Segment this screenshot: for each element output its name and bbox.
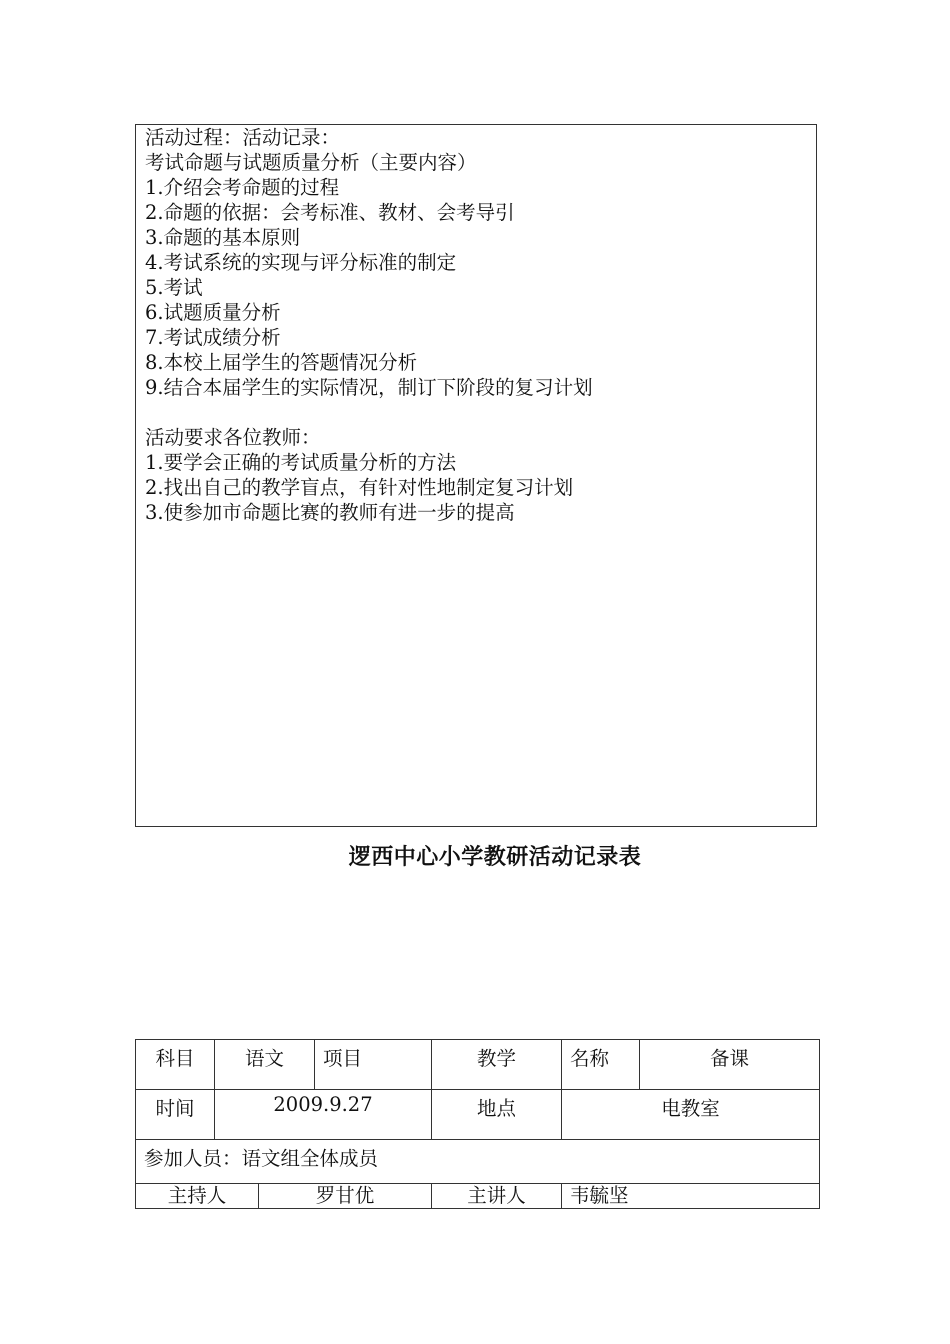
record-line: 5.考试 (145, 276, 203, 299)
subject-value: 语文 (215, 1040, 315, 1090)
item-label: 项目 (315, 1040, 432, 1090)
subject-label: 科目 (136, 1040, 215, 1090)
requirement-line: 2.找出自己的教学盲点，有针对性地制定复习计划 (145, 476, 574, 499)
participants: 参加人员：语文组全体成员 (136, 1140, 820, 1184)
speaker-label: 主讲人 (432, 1184, 562, 1209)
record-line: 9.结合本届学生的实际情况，制订下阶段的复习计划 (145, 376, 593, 399)
requirement-line: 1.要学会正确的考试质量分析的方法 (145, 451, 457, 474)
info-table (135, 1039, 820, 1209)
item-value: 教学 (432, 1040, 562, 1090)
requirement-line: 3.使参加市命题比赛的教师有进一步的提高 (145, 501, 515, 524)
host-value: 罗甘优 (259, 1184, 432, 1209)
record-line: 考试命题与试题质量分析（主要内容） (145, 151, 477, 174)
name-value: 备课 (640, 1040, 820, 1090)
table-row (136, 1140, 820, 1184)
table-row (136, 1040, 820, 1090)
host-label: 主持人 (136, 1184, 259, 1209)
record-line: 2.命题的依据：会考标准、教材、会考导引 (145, 201, 515, 224)
record-line: 8.本校上届学生的答题情况分析 (145, 351, 418, 374)
record-lines (145, 125, 810, 525)
record-line: 3.命题的基本原则 (145, 226, 301, 249)
requirement-line: 活动要求各位教师： (145, 426, 321, 449)
table-row (136, 1184, 820, 1209)
page-title: 逻西中心小学教研活动记录表 (348, 845, 642, 870)
place-value: 电教室 (562, 1090, 820, 1140)
record-line: 4.考试系统的实现与评分标准的制定 (145, 251, 457, 274)
name-label: 名称 (562, 1040, 640, 1090)
record-line: 1.介绍会考命题的过程 (145, 176, 340, 199)
record-line: 6.试题质量分析 (145, 301, 281, 324)
place-label: 地点 (432, 1090, 562, 1140)
record-line: 活动过程：活动记录： (145, 126, 341, 149)
time-value: 2009.9.27 (215, 1090, 432, 1140)
table-row (136, 1090, 820, 1140)
time-label: 时间 (136, 1090, 215, 1140)
activity-record-box (135, 124, 817, 827)
record-line: 7.考试成绩分析 (145, 326, 281, 349)
spacer (145, 400, 810, 425)
speaker-value: 韦毓坚 (562, 1184, 820, 1209)
